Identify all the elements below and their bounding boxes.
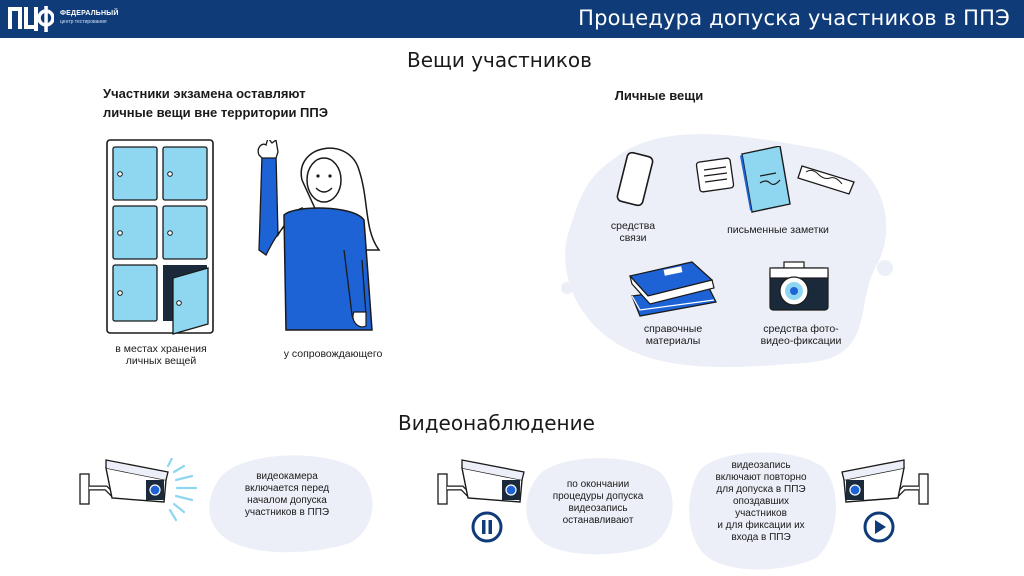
locker-caption-line-1: в местах хранения [115, 343, 207, 355]
step1-line-4: участников в ППЭ [244, 507, 330, 518]
step2-line-1: по окончании [566, 479, 630, 490]
camera-recording-icon [76, 458, 206, 532]
step3-line-5: участников [735, 508, 787, 519]
camera-caption-line-1: средства фото- [763, 323, 839, 335]
step1-line-1: видеокамера [256, 471, 318, 482]
step1-text [226, 471, 348, 519]
books-caption [628, 323, 718, 347]
phone-caption-line-1: средства [610, 220, 656, 232]
header-bar [0, 0, 1024, 38]
lockers-icon [104, 138, 218, 338]
phone-caption [598, 220, 668, 244]
personal-items-title: Личные вещи [614, 88, 704, 103]
step3-text [692, 460, 830, 544]
step3-line-2: включают повторно [715, 472, 807, 483]
ftc-logo-icon [6, 3, 54, 35]
camera-caption [742, 323, 860, 347]
notes-caption: письменные заметки [727, 224, 829, 236]
section-title-things: Вещи участников [407, 48, 592, 72]
play-icon [862, 510, 896, 544]
escort-caption: у сопровождающего [283, 348, 383, 360]
step3-line-4: опоздавших [732, 496, 790, 507]
lead-line-2: личные вещи вне территории ППЭ [103, 105, 328, 120]
step2-text [534, 479, 662, 527]
logo-text-line2: центр тестирования [60, 19, 107, 25]
section-title-video: Видеонаблюдение [398, 411, 595, 435]
step3-line-1: видеозапись [731, 460, 791, 471]
logo [6, 3, 126, 35]
lead-text [103, 84, 433, 122]
step2-line-3: видеозапись [568, 503, 628, 514]
step2-line-4: останавливают [562, 515, 634, 526]
locker-caption-line-2: личных вещей [125, 355, 197, 367]
phone-caption-line-2: связи [619, 232, 647, 244]
step1-line-3: началом допуска [247, 495, 327, 506]
books-caption-line-2: материалы [645, 335, 701, 347]
locker-caption [96, 343, 226, 367]
pause-icon [470, 510, 504, 544]
logo-text-line1: ФЕДЕРАЛЬНЫЙ [60, 10, 119, 17]
camera-caption-line-2: видео-фиксации [760, 335, 842, 347]
step3-line-7: входа в ППЭ [731, 532, 791, 543]
page-title: Процедура допуска участников в ППЭ [578, 6, 1010, 30]
lead-line-1: Участники экзамена оставляют [103, 86, 306, 101]
step1-line-2: включается перед [244, 483, 330, 494]
books-caption-line-1: справочные [643, 323, 703, 335]
step3-line-6: и для фиксации их [717, 520, 805, 531]
books-icon [626, 258, 720, 320]
notes-icon [694, 146, 860, 216]
step2-line-2: процедуры допуска [552, 491, 644, 502]
phone-icon [612, 150, 660, 210]
camera-icon [766, 260, 832, 316]
escort-person-illustration [254, 140, 384, 335]
step3-line-3: для допуска в ППЭ [716, 484, 806, 495]
